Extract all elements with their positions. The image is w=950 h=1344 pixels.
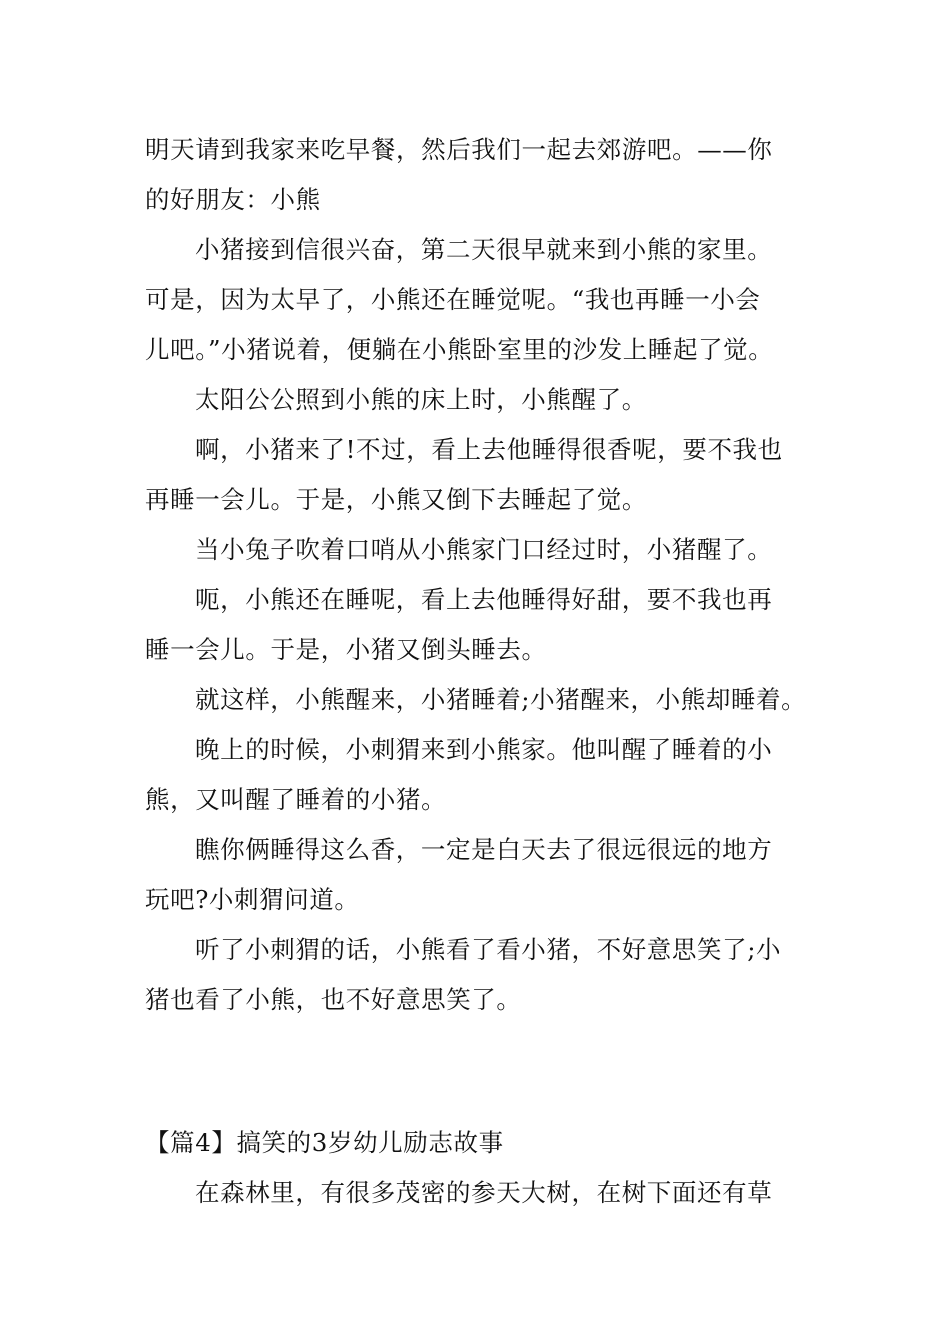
text-line: 小猪接到信很兴奋，第二天很早就来到小熊的家里。 [195, 235, 773, 264]
text-line: 熊，又叫醒了睡着的小猪。 [145, 785, 447, 814]
text-line: 猪也看了小熊，也不好意思笑了。 [145, 985, 522, 1014]
text-line: 就这样，小熊醒来，小猪睡着;小猪醒来，小熊却睡着。 [195, 685, 807, 714]
text-line: 玩吧?小刺猬问道。 [145, 885, 360, 914]
section-block [145, 1118, 810, 1218]
text-line: 晚上的时候，小刺猬来到小熊家。他叫醒了睡着的小 [195, 735, 773, 764]
text-line: 儿吧。”小猪说着，便躺在小熊卧室里的沙发上睡起了觉。 [145, 335, 774, 364]
text-line: 明天请到我家来吃早餐，然后我们一起去郊游吧。——你 [145, 135, 773, 164]
text-line: 在森林里，有很多茂密的参天大树，在树下面还有草 [195, 1178, 773, 1207]
text-line: 呃，小熊还在睡呢，看上去他睡得好甜，要不我也再 [195, 585, 773, 614]
story-body [145, 125, 810, 1025]
text-line: 啊，小猪来了!不过，看上去他睡得很香呢，要不我也 [195, 435, 783, 464]
text-line: 当小兔子吹着口哨从小熊家门口经过时，小猪醒了。 [195, 535, 773, 564]
text-line: 的好朋友：小熊 [145, 185, 321, 214]
text-line: 太阳公公照到小熊的床上时，小熊醒了。 [195, 385, 647, 414]
text-line: 睡一会儿。于是，小猪又倒头睡去。 [145, 635, 547, 664]
text-line: 瞧你俩睡得这么香，一定是白天去了很远很远的地方 [195, 835, 773, 864]
text-line: 听了小刺猬的话，小熊看了看小猪，不好意思笑了;小 [195, 935, 782, 964]
text-line: 再睡一会儿。于是，小熊又倒下去睡起了觉。 [145, 485, 647, 514]
text-line: 可是，因为太早了，小熊还在睡觉呢。“我也再睡一小会 [145, 285, 761, 314]
section-heading: 【篇4】搞笑的3岁幼儿励志故事 [145, 1128, 504, 1157]
